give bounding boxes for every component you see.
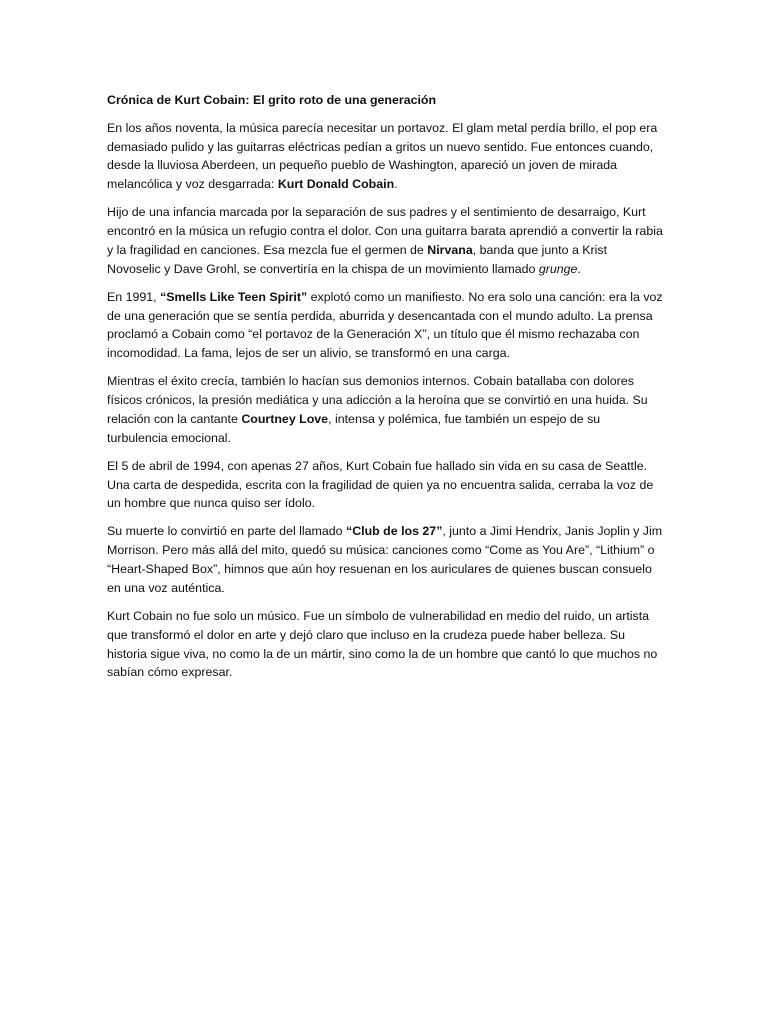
- paragraph-6: [107, 522, 663, 597]
- paragraph-7-text: Kurt Cobain no fue solo un músico. Fue un símbolo de vulnerabilidad en medio del ruido, un artista que transformó el dolor en arte y dejó claro que incluso en la crudeza puede haber belleza. Su historia sigue viva, no como la de un mártir, sino como la de un hombre que cantó lo que muchos no sabían cómo expresar.: [107, 608, 658, 680]
- document-title: Crónica de Kurt Cobain: El grito roto de una generación: [107, 93, 437, 107]
- paragraph-6-text: Su muerte lo convirtió en parte del llamado: [107, 524, 346, 539]
- paragraph-3-end: explotó como un manifiesto. No era solo una canción: era la voz de una generación que se sentía perdida, aburrida y desencantada con el mundo adulto. La prensa proclamó a Cobain como “el portavoz de la Generación X”, un título que él mismo rechazaba con incomodidad. La fama, lejos de ser un alivio, se transformó en una carga.: [107, 289, 663, 361]
- paragraph-4-bold-name: Courtney Love: [241, 411, 329, 426]
- paragraph-3-bold-song: “Smells Like Teen Spirit”: [160, 289, 308, 304]
- paragraph-2-middle: , banda que junto a Krist Novoselic y Dave Grohl, se convertiría en la chispa de un movimiento llamado: [107, 242, 608, 276]
- paragraph-1-text: En los años noventa, la música parecía necesitar un portavoz. El glam metal perdía brillo, el pop era demasiado pulido y las guitarras eléctricas pedían a gritos un nuevo sentido. Fue entonces cuando, desde la lluviosa Aberdeen, un pequeño pueblo de Washington, apareció un joven de mirada melancólica y voz desgarrada:: [107, 120, 658, 192]
- paragraph-2-end: .: [577, 261, 581, 276]
- paragraph-6-bold-club: “Club de los 27”: [346, 524, 443, 539]
- paragraph-1: [107, 119, 663, 194]
- paragraph-3-text: En 1991,: [107, 289, 161, 304]
- document-body: [107, 91, 663, 691]
- paragraph-2-italic-genre: grunge: [538, 261, 578, 276]
- paragraph-6-end: , junto a Jimi Hendrix, Janis Joplin y Jim Morrison. Pero más allá del mito, quedó su música: canciones como “Come as You Are”, “Lithium” o “Heart-Shaped Box”, himnos que aún hoy resuenan en los auriculares de quienes buscan consuelo en una voz auténtica.: [107, 524, 663, 595]
- paragraph-4-text: Mientras el éxito crecía, también lo hacían sus demonios internos. Cobain batallaba con dolores físicos crónicos, la presión mediática y una adicción a la heroína que se convirtió en una huida. Su relación con la cantante: [107, 374, 648, 426]
- paragraph-3: [107, 288, 663, 363]
- paragraph-4: [107, 372, 663, 447]
- paragraph-5: [107, 457, 663, 513]
- paragraph-2-text: Hijo de una infancia marcada por la separación de sus padres y el sentimiento de desarraigo, Kurt encontró en la música un refugio contra el dolor. Con una guitarra barata aprendió a convertir la rabia y la fragilidad en canciones. Esa mezcla fue el germen de: [107, 205, 663, 257]
- paragraph-5-text: El 5 de abril de 1994, con apenas 27 años, Kurt Cobain fue hallado sin vida en su casa de Seattle. Una carta de despedida, escrita con la fragilidad de quien ya no encuentra salida, cerraba la voz de un hombre que nunca quiso ser ídolo.: [107, 458, 654, 511]
- paragraph-4-end: , intensa y polémica, fue también un espejo de su turbulencia emocional.: [107, 411, 601, 445]
- paragraph-1-end: .: [394, 177, 398, 192]
- paragraph-2: [107, 203, 663, 278]
- paragraph-2-bold-band: Nirvana: [427, 242, 473, 257]
- paragraph-7: [107, 607, 663, 682]
- paragraph-1-bold-name: Kurt Donald Cobain: [277, 177, 395, 192]
